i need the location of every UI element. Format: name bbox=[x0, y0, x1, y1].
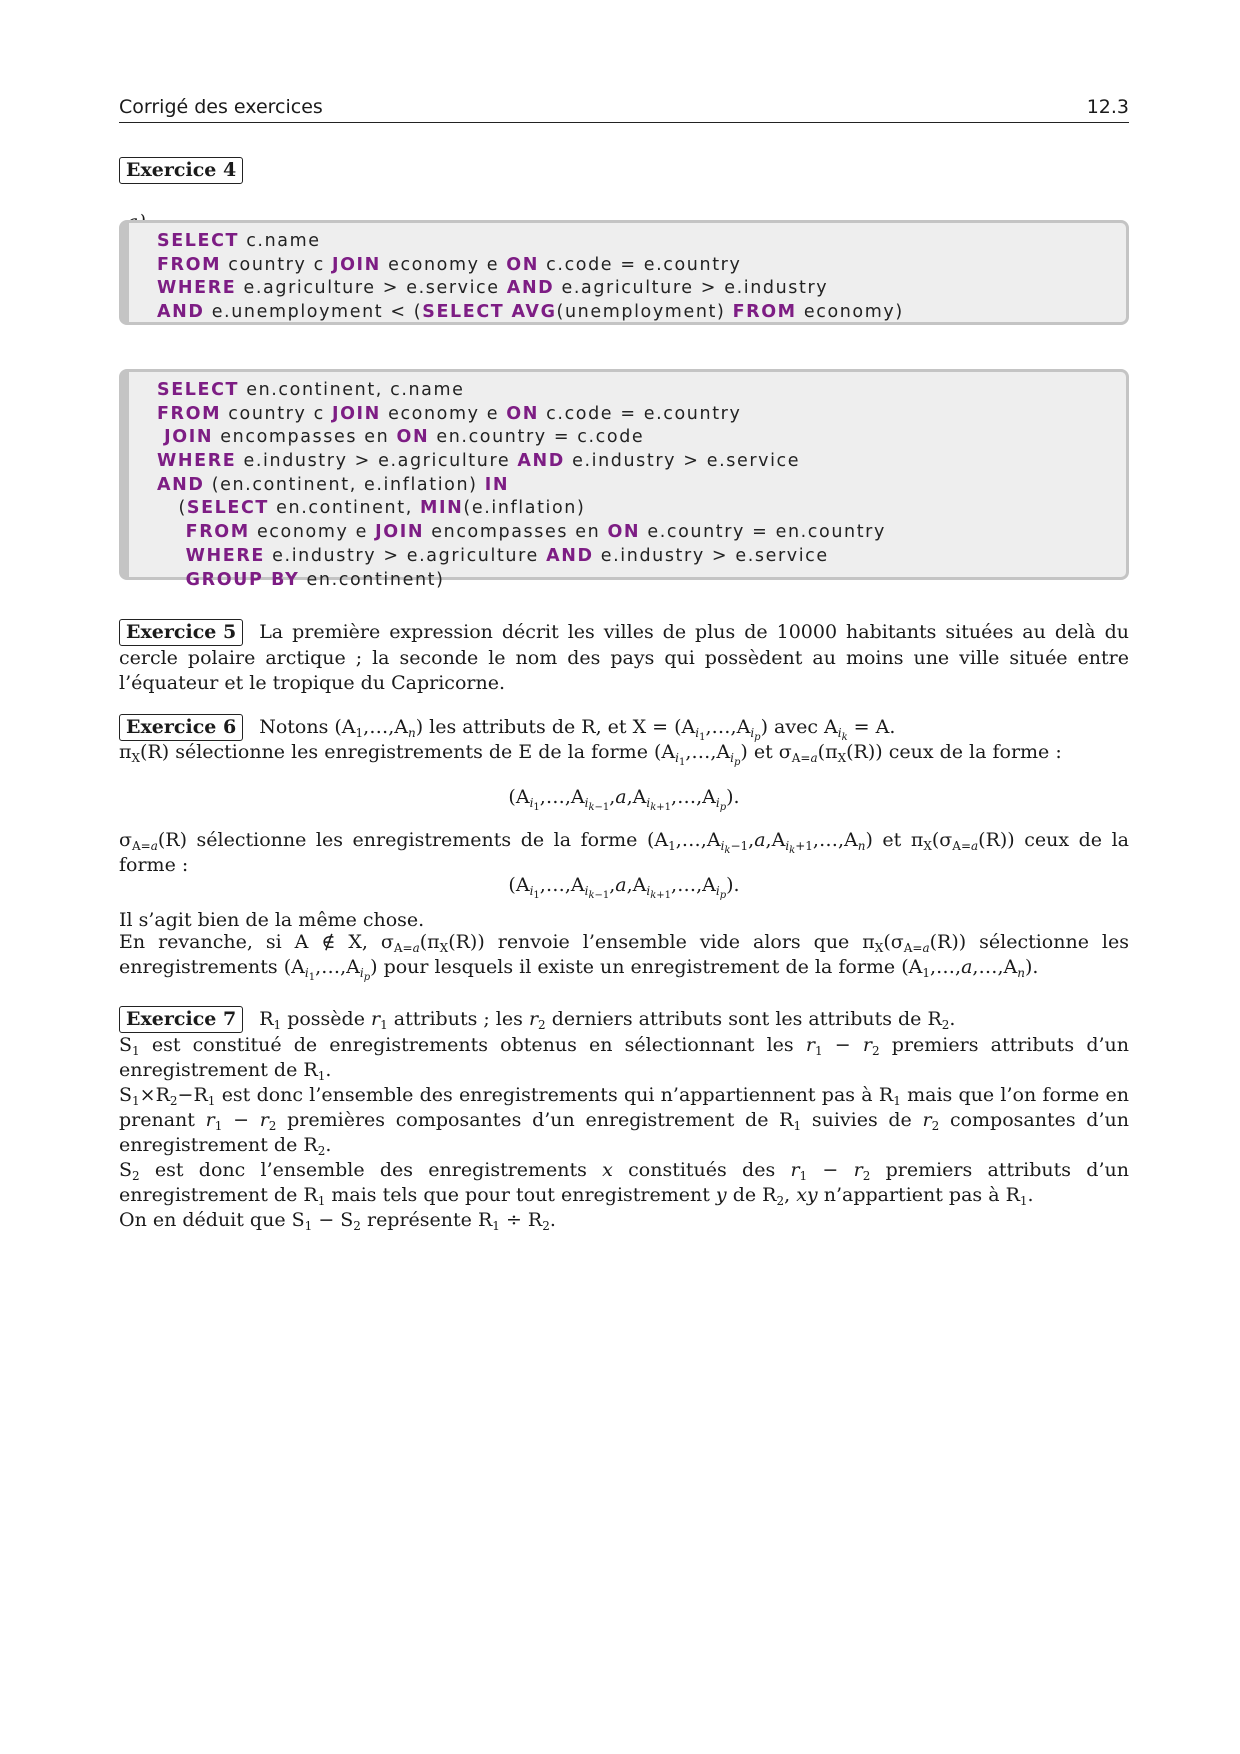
sql-b-line bbox=[157, 521, 1126, 545]
exercise-5-label: Exercice 5 bbox=[119, 619, 243, 646]
sql-text bbox=[157, 522, 186, 542]
sql-text: economy e bbox=[249, 522, 376, 543]
sql-text: e.agriculture > e.industry bbox=[554, 278, 829, 299]
sql-text: encompasses en bbox=[213, 427, 397, 448]
sql-text bbox=[157, 546, 186, 566]
exercise-6-line2: $\pi_X(R)$ sélectionne les enregistrements de E de la forme $(A_{i_1},\dots,A_{i_p})$ et $\sigma_{A=a}(\pi_X(R))$ ceux de la forme : bbox=[119, 741, 1062, 768]
sql-text: economy e bbox=[380, 403, 507, 424]
sql-keyword: WHERE bbox=[185, 545, 265, 566]
sql-keyword: AND bbox=[506, 278, 555, 299]
sql-keyword: WHERE bbox=[157, 278, 237, 299]
sql-text: c.code = e.country bbox=[539, 254, 742, 275]
exercise-6-line1: Exercice 6 Notons $(A_1,\dots,A_n)$ les attributs de R, et $X = (A_{i_1},\dots,A_{i_p})$ avec $A_{i_k} = A$. bbox=[119, 714, 1129, 741]
sql-text: e.agriculture > e.service bbox=[236, 278, 507, 299]
sql-b-line bbox=[157, 379, 1126, 403]
exercise-5-text: La première expression décrit les villes de plus de 10000 habitants situées au delà du cercle polaire arctique ; la seconde le nom des pays qui possèdent au moins une ville située entre l’équateur et le tropique du Capricorne. bbox=[119, 621, 1129, 694]
sql-text: e.industry > e.agriculture bbox=[265, 545, 547, 566]
sql-keyword: ON bbox=[506, 403, 540, 424]
sql-b-line bbox=[157, 450, 1126, 474]
sql-keyword: ON bbox=[396, 427, 430, 448]
exercise-4-label: Exercice 4 bbox=[119, 157, 243, 184]
sql-keyword: WHERE bbox=[157, 451, 237, 472]
exercise-6-same: Il s’agit bien de la même chose. bbox=[119, 909, 425, 931]
sql-keyword: AVG bbox=[511, 302, 557, 323]
exercise-7: Exercice 7 $R_1$ possède $r_1$ attributs ; les $r_2$ derniers attributs sont les attributs de $R_2$. $S_1$ est constitué de enregistrements obtenus en sélectionnant les $r_1 - r_2$ premiers attributs d’un enregistrement de $R_1$. $S_1\times R_2-R_1$ est donc l’ensemble des enregistrements qui n’appartiennent pas à $R_1$ mais que l’on forme en prenant $r_1 - r_2$ premières composantes d’un enregistrement de $R_1$ suivies de $r_2$ composantes d’un enregistrement de $R_2$. $S_2$ est donc l’ensemble des enregistrements x constitués des $r_1 - r_2$ premiers attributs d’un enregistrement de $R_1$ mais tels que pour tout enregistrement y de $R_2$, xy n’appartient pas à $R_1$. On en déduit que $S_1 - S_2$ représente $R_1 \div R_2$. bbox=[119, 1008, 1130, 1233]
sql-b-line bbox=[157, 497, 1126, 521]
sql-code-block-b bbox=[119, 369, 1129, 590]
formula-2: $(A_{i_1},\dots,A_{i_{k-1}},a,A_{i_{k+1}},\dots,A_{i_p})$. bbox=[508, 874, 740, 901]
sql-a-line bbox=[157, 230, 1126, 254]
sql-b-line bbox=[157, 474, 1126, 498]
sql-keyword: AND bbox=[157, 302, 205, 323]
sql-keyword: ON bbox=[506, 254, 540, 275]
sql-a-line bbox=[157, 301, 1126, 325]
sql-text: country c bbox=[221, 254, 332, 275]
sql-b-line bbox=[157, 545, 1126, 569]
sql-text: ( bbox=[157, 498, 187, 519]
section-title: Corrigé des exercices bbox=[119, 96, 323, 118]
sql-text: (e.inflation) bbox=[463, 498, 586, 519]
sql-keyword: AND bbox=[517, 451, 565, 472]
exercise-7-label: Exercice 7 bbox=[119, 1006, 243, 1033]
sql-text: en.continent, c.name bbox=[239, 380, 465, 400]
sql-text: e.industry > e.agriculture bbox=[236, 451, 518, 472]
sql-text: e.industry > e.service bbox=[593, 545, 829, 566]
sql-code-block-a bbox=[119, 220, 1129, 325]
sql-keyword: FROM bbox=[732, 302, 797, 323]
sql-text: e.industry > e.service bbox=[564, 451, 801, 472]
sql-text: c.code = e.country bbox=[539, 403, 742, 424]
sql-text bbox=[157, 570, 186, 590]
sql-keyword: SELECT bbox=[157, 380, 240, 400]
sql-keyword: JOIN bbox=[331, 403, 381, 424]
sql-keyword: ON bbox=[607, 522, 641, 543]
exercise-6-label: Exercice 6 bbox=[119, 714, 243, 741]
sql-text: encompasses en bbox=[424, 522, 608, 543]
sql-keyword: FROM bbox=[157, 254, 222, 275]
sql-keyword: SELECT bbox=[186, 498, 269, 519]
sql-keyword: GROUP BY bbox=[185, 569, 300, 590]
exercise-5 bbox=[119, 619, 1129, 696]
sql-text: economy) bbox=[796, 302, 904, 323]
sql-text: economy e bbox=[380, 254, 507, 275]
exercise-6-para2: $\sigma_{A=a}(R)$ sélectionne les enregistrements de la forme $(A_1,\dots,A_{i_k-1},a,A_{i_k+1},\dots,A_n)$ et $\pi_X(\sigma_{A=a}(R))$ ceux de la forme : bbox=[119, 829, 1129, 876]
sql-keyword: SELECT bbox=[157, 231, 240, 251]
page-number: 12.3 bbox=[1086, 96, 1129, 118]
sql-a-line bbox=[157, 277, 1126, 301]
exercise-6-para3: En revanche, si A ∉ X, $\sigma_{A=a}(\pi_X(R))$ renvoie l’ensemble vide alors que $\pi_X(\sigma_{A=a}(R))$ sélectionne les enregistrements $(A_{i_1},\dots,A_{i_p})$ pour lesquels il existe un enregistrement de la forme $(A_1,\dots,a,\dots,A_n)$. bbox=[119, 931, 1129, 983]
sql-text: country c bbox=[221, 403, 332, 424]
sql-keyword: AND bbox=[157, 474, 205, 495]
sql-text: en.continent, bbox=[268, 498, 421, 519]
sql-a-line bbox=[157, 254, 1126, 278]
sql-b-line bbox=[157, 426, 1126, 450]
sql-text: en.country = c.code bbox=[429, 427, 645, 448]
sql-keyword: FROM bbox=[185, 522, 250, 543]
sql-text: en.continent) bbox=[299, 569, 445, 590]
sql-text: e.country = en.country bbox=[640, 522, 886, 543]
sql-b-line bbox=[157, 569, 1126, 593]
sql-keyword: JOIN bbox=[331, 254, 381, 275]
sql-keyword: IN bbox=[484, 474, 510, 495]
running-header bbox=[119, 96, 1129, 123]
formula-1: $(A_{i_1},\dots,A_{i_{k-1}},a,A_{i_{k+1}},\dots,A_{i_p})$. bbox=[508, 786, 740, 813]
sql-keyword: AND bbox=[546, 545, 594, 566]
sql-keyword: SELECT bbox=[422, 302, 505, 323]
sql-b-line bbox=[157, 403, 1126, 427]
sql-keyword: FROM bbox=[157, 403, 222, 424]
sql-text: e.unemployment < ( bbox=[204, 302, 423, 323]
sql-keyword: MIN bbox=[420, 498, 464, 519]
sql-keyword: JOIN bbox=[375, 522, 425, 543]
sql-text: c.name bbox=[239, 231, 321, 251]
sql-text: (unemployment) bbox=[556, 302, 733, 323]
sql-text: (en.continent, e.inflation) bbox=[204, 474, 485, 495]
sql-keyword: JOIN bbox=[164, 427, 214, 448]
